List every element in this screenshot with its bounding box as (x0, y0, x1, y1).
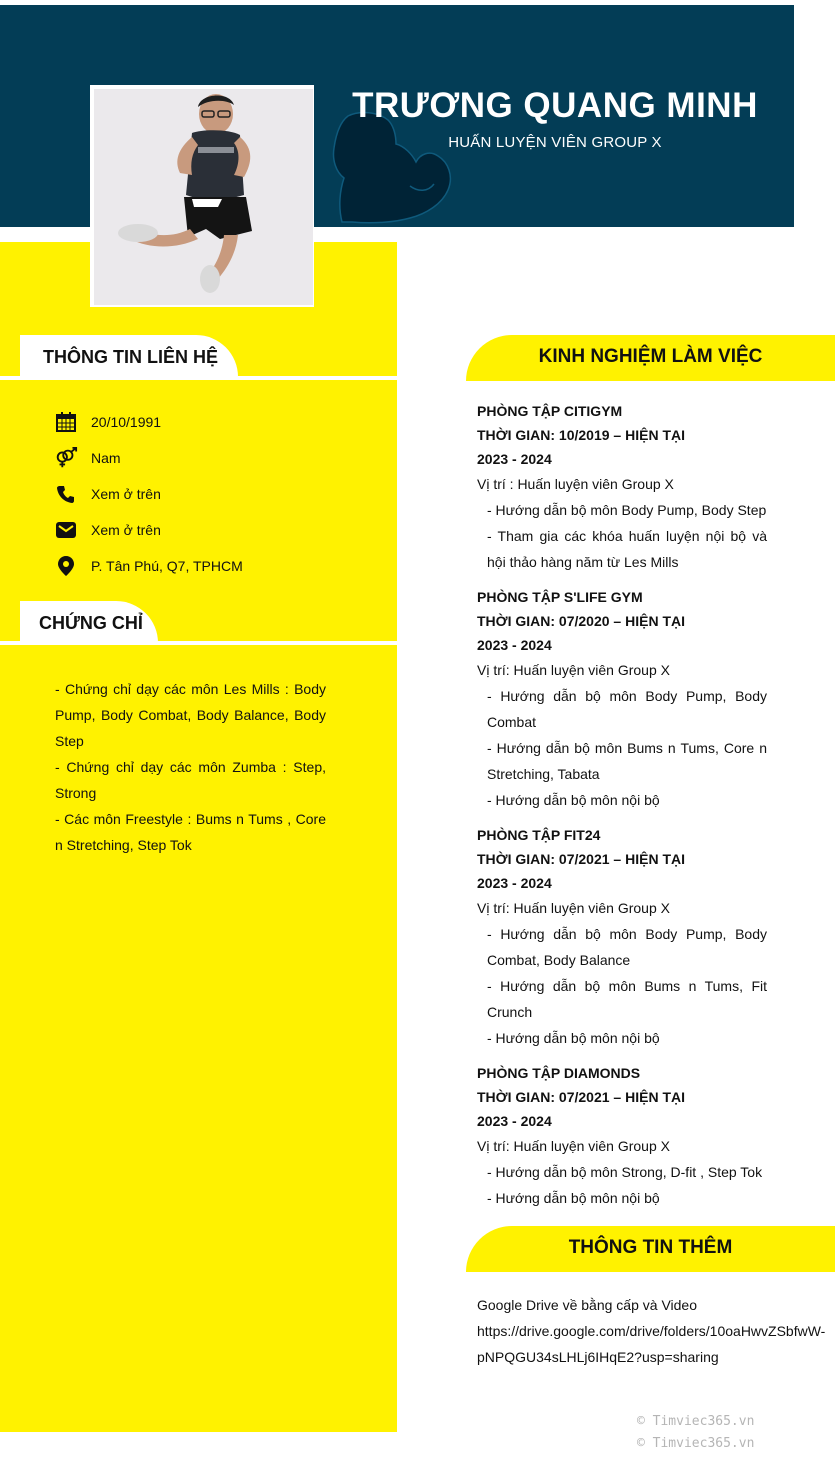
job-duty: - Hướng dẫn bộ môn Bums n Tums, Core n Stretching, Tabata (487, 740, 767, 782)
experience-section-tab (466, 335, 835, 381)
extra-info-label: Google Drive về bằng cấp và Video (477, 1297, 697, 1313)
company-name: PHÒNG TẬP DIAMONDS (477, 1065, 641, 1081)
experience-item-slife-gym (477, 585, 767, 813)
job-period: THỜI GIAN: 07/2021 – HIỆN TẠI (477, 851, 685, 867)
contact-email: Xem ở trên (91, 522, 161, 538)
contact-item-gender (54, 446, 121, 470)
job-period: THỜI GIAN: 10/2019 – HIỆN TẠI (477, 427, 685, 443)
company-name: PHÒNG TẬP CITIGYM (477, 403, 623, 419)
job-duty: - Hướng dẫn bộ môn nội bộ (487, 792, 660, 808)
job-duty: - Hướng dẫn bộ môn nội bộ (487, 1190, 660, 1206)
job-duty: - Hướng dẫn bộ môn Body Pump, Body Combat (487, 688, 767, 730)
contact-item-phone (54, 482, 161, 506)
job-duty: - Tham gia các khóa huấn luyện nội bộ và hội thảo hàng năm từ Les Mills (487, 528, 767, 570)
drive-link[interactable]: https://drive.google.com/drive/folders/10oaHwvZSbfwW- (477, 1323, 826, 1339)
job-position: Vị trí: Huấn luyện viên Group X (477, 1138, 670, 1154)
experience-item-diamonds (477, 1061, 767, 1211)
drive-link-continued[interactable]: pNPQGU34sLHLj6IHqE2?usp=sharing (477, 1349, 719, 1365)
job-position: Vị trí: Huấn luyện viên Group X (477, 900, 670, 916)
extra-info-section-title: THÔNG TIN THÊM (568, 1237, 733, 1258)
job-duty: - Hướng dẫn bộ môn nội bộ (487, 1030, 660, 1046)
contact-section-title: THÔNG TIN LIÊN HỆ (43, 347, 218, 367)
job-position: Vị trí : Huấn luyện viên Group X (477, 476, 674, 492)
email-icon (54, 519, 78, 541)
watermark: © Timviec365.vn (637, 1436, 755, 1451)
candidate-name: TRƯƠNG QUANG MINH (352, 86, 758, 125)
certificate-item: - Các môn Freestyle : Bums n Tums , Core n Stretching, Step Tok (55, 811, 326, 853)
candidate-role: HUẤN LUYỆN VIÊN GROUP X (448, 134, 662, 151)
job-position: Vị trí: Huấn luyện viên Group X (477, 662, 670, 678)
certificates-section-title: CHỨNG CHỈ (39, 613, 143, 633)
job-period: THỜI GIAN: 07/2020 – HIỆN TẠI (477, 613, 685, 629)
contact-divider (0, 376, 397, 380)
job-duty: - Hướng dẫn bộ môn Body Pump, Body Step (487, 502, 767, 518)
certificate-item: - Chứng chỉ dạy các môn Les Mills : Body Pump, Body Combat, Body Balance, Body Step (55, 681, 326, 749)
job-years: 2023 - 2024 (477, 637, 552, 653)
contact-item-email (54, 518, 161, 542)
experience-item-fit24 (477, 823, 767, 1051)
contact-section-tab (20, 335, 238, 377)
company-name: PHÒNG TẬP FIT24 (477, 827, 601, 843)
contact-item-address (54, 554, 243, 578)
gender-icon (54, 447, 78, 469)
job-period: THỜI GIAN: 07/2021 – HIỆN TẠI (477, 1089, 685, 1105)
experience-section-title: KINH NGHIỆM LÀM VIỆC (538, 346, 763, 367)
job-years: 2023 - 2024 (477, 451, 552, 467)
profile-photo (94, 89, 313, 305)
watermark: © Timviec365.vn (637, 1414, 755, 1429)
location-icon (54, 555, 78, 577)
contact-gender: Nam (91, 450, 121, 466)
experience-item-citigym (477, 399, 767, 575)
certificate-item: - Chứng chỉ dạy các môn Zumba : Step, Strong (55, 759, 326, 801)
job-years: 2023 - 2024 (477, 875, 552, 891)
contact-address: P. Tân Phú, Q7, TPHCM (91, 558, 243, 574)
job-duty: - Hướng dẫn bộ môn Body Pump, Body Combat, Body Balance (487, 926, 767, 968)
contact-item-birthday (54, 410, 161, 434)
certificates-list (55, 676, 326, 858)
job-duty: - Hướng dẫn bộ môn Bums n Tums, Fit Crunch (487, 978, 767, 1020)
job-duty: - Hướng dẫn bộ môn Strong, D-fit , Step Tok (487, 1164, 763, 1180)
contact-birthday: 20/10/1991 (91, 414, 162, 430)
certificates-divider (0, 641, 397, 645)
extra-info-section-tab (466, 1226, 835, 1272)
job-years: 2023 - 2024 (477, 1113, 552, 1129)
phone-icon (54, 483, 78, 505)
company-name: PHÒNG TẬP S'LIFE GYM (477, 589, 643, 605)
bodybuilder-silhouette-icon (330, 110, 455, 228)
contact-phone: Xem ở trên (91, 486, 161, 502)
calendar-icon (54, 411, 78, 433)
extra-info-block (477, 1292, 835, 1370)
certificates-section-tab (20, 601, 158, 643)
